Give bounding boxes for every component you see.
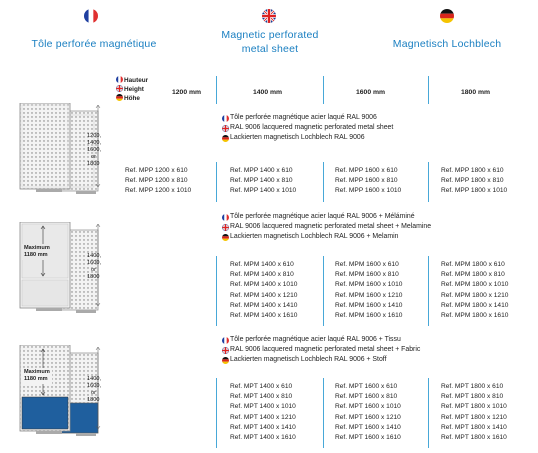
uk-flag-icon	[222, 125, 229, 132]
germany-flag-icon	[222, 135, 229, 142]
col-header-1200: 1200 mm	[172, 89, 202, 96]
list-item: Ref. MPP 1800 x 610	[441, 167, 504, 174]
section3-max-label: Maximum 1180 mm	[24, 369, 50, 382]
header-title-de: Magnetisch Lochblech	[392, 38, 502, 50]
list-item: Ref. MPT 1600 x 1010	[335, 403, 401, 411]
section2-max-label: Maximum 1180 mm	[24, 245, 50, 258]
divider	[323, 378, 324, 448]
list-item: Ref. MPM 1600 x 1610	[335, 312, 403, 320]
list-item: Ref. MPT 1400 x 1010	[230, 403, 296, 411]
list-item: Ref. MPP 1400 x 1010	[230, 187, 297, 195]
divider	[428, 162, 429, 202]
list-item: Ref. MPP 1200 x 610	[125, 167, 188, 174]
section3-col-1400	[230, 382, 296, 443]
list-item: Ref. MPP 1600 x 610	[335, 167, 398, 174]
list-item: Ref. MPT 1800 x 610	[441, 383, 504, 390]
divider	[323, 256, 324, 326]
list-item: Ref. MPT 1800 x 1410	[441, 423, 507, 431]
uk-flag-icon	[222, 347, 229, 354]
germany-flag-icon	[222, 357, 229, 364]
list-item: Ref. MPT 1400 x 1610	[230, 434, 296, 442]
germany-flag-icon	[116, 94, 123, 101]
list-item: Ref. MPP 1400 x 810	[230, 177, 293, 185]
france-flag-icon	[222, 115, 229, 122]
section1-col-1600	[335, 166, 401, 197]
height-legend: Hauteur Height Höhe	[116, 76, 148, 104]
list-item: Ref. MPM 1600 x 610	[335, 261, 399, 268]
section2-col-1400	[230, 260, 297, 321]
list-item: Ref. MPM 1400 x 610	[230, 261, 294, 268]
list-item: Ref. MPM 1400 x 1210	[230, 291, 298, 299]
list-item: Ref. MPM 1600 x 1410	[335, 301, 403, 309]
list-item: Ref. MPT 1600 x 1610	[335, 434, 401, 442]
section2-col-1600	[335, 260, 402, 321]
col-header-1400: 1400 mm	[253, 89, 283, 96]
list-item: Ref. MPM 1600 x 1010	[335, 281, 403, 289]
section2-height-label: 1400, 1600, or 1800	[87, 253, 101, 280]
section2-col-1800	[441, 260, 508, 321]
list-item: Ref. MPT 1800 x 1610	[441, 434, 507, 442]
list-item: Ref. MPT 1800 x 810	[441, 393, 504, 401]
col-header-1600: 1600 mm	[356, 89, 386, 96]
section2-description: Tôle perforée magnétique acier laqué RAL 9006 + Méláminé RAL 9006 lacquered magnetic perforated metal sheet + Melamine Lackierten magnetisch Lochblech RAL 9006 + Melamin	[222, 212, 431, 243]
list-item: Ref. MPP 1400 x 610	[230, 167, 293, 174]
divider	[428, 256, 429, 326]
uk-flag-icon	[222, 224, 229, 231]
list-item: Ref. MPP 1800 x 1010	[441, 187, 508, 195]
uk-flag-icon	[262, 9, 276, 23]
list-item: Ref. MPT 1400 x 1210	[230, 413, 296, 421]
divider	[216, 76, 217, 104]
divider	[216, 162, 217, 202]
divider	[216, 378, 217, 448]
uk-flag-icon	[116, 85, 123, 92]
list-item: Ref. MPP 1600 x 1010	[335, 187, 402, 195]
france-flag-icon	[222, 337, 229, 344]
list-item: Ref. MPP 1600 x 810	[335, 177, 398, 185]
list-item: Ref. MPM 1800 x 1010	[441, 281, 509, 289]
section1-col-1800	[441, 166, 507, 197]
section3-col-1600	[335, 382, 401, 443]
list-item: Ref. MPM 1600 x 810	[335, 271, 399, 279]
divider	[323, 162, 324, 202]
divider	[428, 76, 429, 104]
list-item: Ref. MPM 1600 x 1210	[335, 291, 403, 299]
list-item: Ref. MPT 1600 x 610	[335, 383, 398, 390]
divider	[428, 378, 429, 448]
list-item: Ref. MPM 1400 x 810	[230, 271, 294, 279]
section3-description: Tôle perforée magnétique acier laqué RAL 9006 + Tissu RAL 9006 lacquered magnetic perforated metal sheet + Fabric Lackierten magnetisch Lochblech RAL 9006 + Stoff	[222, 335, 420, 366]
list-item: Ref. MPM 1800 x 610	[441, 261, 505, 268]
list-item: Ref. MPM 1800 x 1610	[441, 312, 509, 320]
germany-flag-icon	[440, 9, 454, 23]
list-item: Ref. MPM 1400 x 1010	[230, 281, 298, 289]
list-item: Ref. MPM 1800 x 810	[441, 271, 505, 279]
col-header-1800: 1800 mm	[461, 89, 491, 96]
list-item: Ref. MPT 1600 x 1210	[335, 413, 401, 421]
list-item: Ref. MPT 1800 x 1210	[441, 413, 507, 421]
france-flag-icon	[222, 214, 229, 221]
france-flag-icon	[116, 76, 123, 83]
germany-flag-icon	[222, 234, 229, 241]
section1-height-label: 1200, 1400, 1600, or 1800	[87, 133, 101, 167]
list-item: Ref. MPT 1600 x 810	[335, 393, 398, 401]
section3-height-label: 1400, 1600, or 1800	[87, 376, 101, 403]
header-title-en: Magnetic perforated metal sheet	[221, 29, 319, 55]
list-item: Ref. MPP 1200 x 810	[125, 177, 188, 185]
divider	[323, 76, 324, 104]
list-item: Ref. MPT 1400 x 810	[230, 393, 293, 401]
section3-col-1800	[441, 382, 507, 443]
list-item: Ref. MPP 1200 x 1010	[125, 187, 192, 195]
list-item: Ref. MPT 1800 x 1010	[441, 403, 507, 411]
section1-col-1400	[230, 166, 296, 197]
list-item: Ref. MPT 1600 x 1410	[335, 423, 401, 431]
list-item: Ref. MPT 1400 x 1410	[230, 423, 296, 431]
france-flag-icon	[84, 9, 98, 23]
list-item: Ref. MPM 1800 x 1410	[441, 301, 509, 309]
list-item: Ref. MPM 1400 x 1610	[230, 312, 298, 320]
list-item: Ref. MPT 1400 x 610	[230, 383, 293, 390]
section1-description: Tôle perforée magnétique acier laqué RAL 9006 RAL 9006 lacquered magnetic perforated metal sheet Lackierten magnetisch Lochblech RAL 9006	[222, 113, 393, 144]
list-item: Ref. MPM 1400 x 1410	[230, 301, 298, 309]
list-item: Ref. MPM 1800 x 1210	[441, 291, 509, 299]
header-title-fr: Tôle perforée magnétique	[31, 38, 157, 50]
divider	[216, 256, 217, 326]
section1-col-1200	[125, 166, 191, 197]
list-item: Ref. MPP 1800 x 810	[441, 177, 504, 185]
